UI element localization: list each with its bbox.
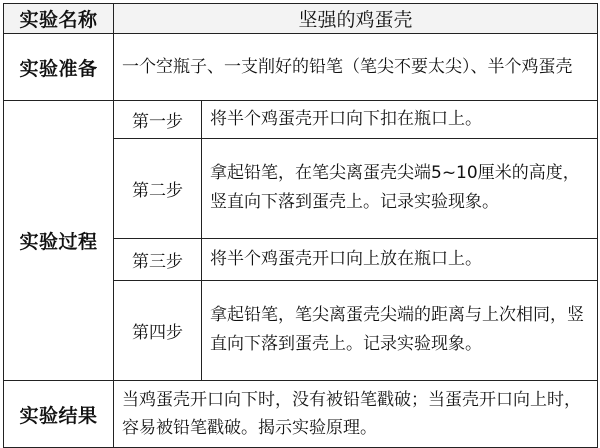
process-label: 实验过程 [4, 101, 114, 381]
result-row [4, 381, 598, 448]
step-name: 第三步 [114, 239, 202, 281]
experiment-name-value: 坚强的鸡蛋壳 [114, 4, 598, 34]
step-text: 将半个鸡蛋壳开口向上放在瓶口上。 [202, 239, 598, 281]
result-text: 当鸡蛋壳开口向下时，没有被铅笔戳破；当蛋壳开口向上时，容易被铅笔戳破。揭示实验原理。 [114, 381, 598, 448]
process-step-row [4, 101, 598, 139]
experiment-name-row [4, 4, 598, 34]
step-name: 第一步 [114, 101, 202, 139]
step-text: 拿起铅笔，笔尖离蛋壳尖端的距离与上次相同，竖直向下落到蛋壳上。记录实验现象。 [202, 281, 598, 381]
step-text: 将半个鸡蛋壳开口向下扣在瓶口上。 [202, 101, 598, 139]
preparation-row [4, 34, 598, 101]
step-name: 第二步 [114, 139, 202, 239]
experiment-name-label: 实验名称 [4, 4, 114, 34]
step-name: 第四步 [114, 281, 202, 381]
preparation-label: 实验准备 [4, 34, 114, 101]
result-label: 实验结果 [4, 381, 114, 448]
experiment-table [3, 3, 598, 448]
preparation-text: 一个空瓶子、一支削好的铅笔（笔尖不要太尖）、半个鸡蛋壳 [114, 34, 598, 101]
step-text: 拿起铅笔，在笔尖离蛋壳尖端5~10厘米的高度，竖直向下落到蛋壳上。记录实验现象。 [202, 139, 598, 239]
